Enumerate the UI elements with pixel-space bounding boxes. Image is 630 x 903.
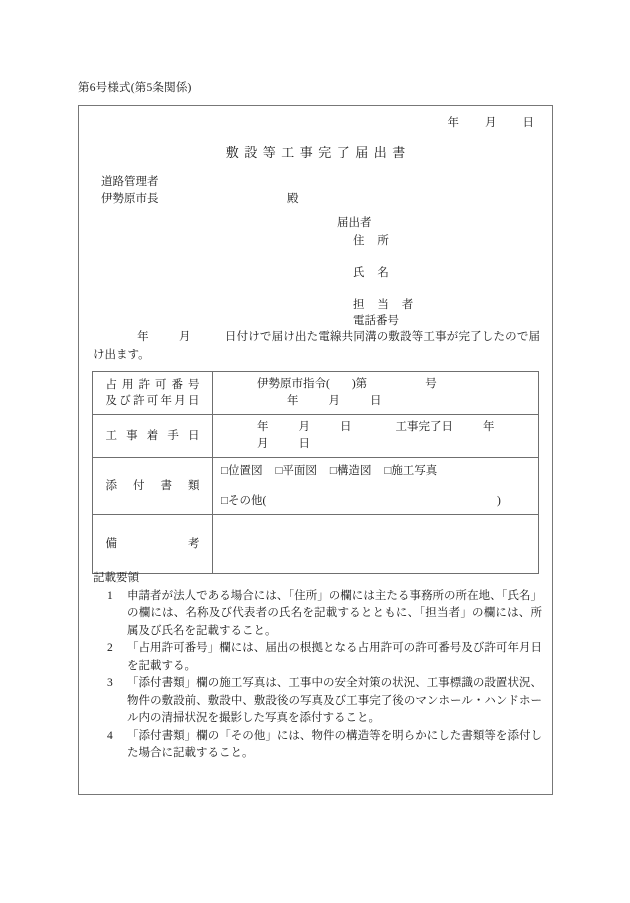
instruction-text: 申請者が法人である場合には、「住所」の欄には主たる事務所の所在地、「氏名」の欄には、名称及び代表者の氏名を記載するとともに、「担当者」の欄には、所属及び氏名を記載すること。 xyxy=(127,589,542,637)
work-end-label: 工事完了日 xyxy=(395,421,453,433)
permit-number-line xyxy=(221,376,530,393)
submission-date-line xyxy=(448,114,535,130)
attachment-checkbox-row xyxy=(221,463,530,480)
permit-mid: )第 xyxy=(351,378,368,390)
work-start-day: 日 xyxy=(340,421,352,433)
checkbox-label-other: その他( xyxy=(227,495,267,507)
recipient-block xyxy=(101,174,299,208)
details-table xyxy=(92,371,539,574)
permit-number-label-cell xyxy=(93,372,213,415)
checkbox-label: 平面図 xyxy=(282,465,317,477)
checkbox-icon: □ xyxy=(384,465,392,477)
work-dates-line xyxy=(221,419,530,453)
checkbox-icon: □ xyxy=(221,495,228,507)
work-start-label: 工事着手日 xyxy=(105,430,200,442)
instruction-number: 4 xyxy=(107,729,113,742)
checkbox-item-structural-drawing[interactable] xyxy=(330,465,371,477)
attachment-other-row[interactable] xyxy=(221,493,530,510)
submitter-contact-label: 担 当 者 xyxy=(353,299,419,311)
recipient-honorific: 殿 xyxy=(287,193,299,205)
permit-year: 年 xyxy=(287,395,299,407)
document-title: 敷設等工事完了届出書 xyxy=(225,145,411,160)
instruction-number: 1 xyxy=(107,589,113,602)
attachments-label: 添付書類 xyxy=(105,480,200,492)
submitter-address-label: 住 所 xyxy=(353,235,394,247)
form-number-label: 第6号様式(第5条関係) xyxy=(78,82,192,94)
permit-suffix: 号 xyxy=(425,378,437,390)
checkbox-label: 位置図 xyxy=(227,465,263,477)
work-start-month: 月 xyxy=(298,421,310,433)
work-start-label-cell xyxy=(93,415,213,458)
work-dates-value-cell[interactable] xyxy=(213,415,539,458)
recipient-name-row xyxy=(101,191,299,208)
work-end-day: 日 xyxy=(298,438,310,450)
recipient-name: 伊勢原市長 xyxy=(101,193,159,205)
work-end-month: 月 xyxy=(257,438,269,450)
recipient-role: 道路管理者 xyxy=(101,176,159,188)
checkbox-label: 施工写真 xyxy=(391,465,438,477)
remarks-label: 備考 xyxy=(105,538,200,550)
checkbox-label: 構造図 xyxy=(336,465,372,477)
table-row xyxy=(93,372,539,415)
body-text: 日付けで届け出た電線共同溝の敷設等工事が完了したので届け出ます。 xyxy=(93,331,541,361)
attachments-label-cell xyxy=(93,458,213,515)
form-frame xyxy=(78,105,553,795)
table-row xyxy=(93,458,539,515)
attachments-value-cell[interactable] xyxy=(213,458,539,515)
remarks-value-cell[interactable] xyxy=(213,515,539,574)
instruction-text: 「占用許可番号」欄には、届出の根拠となる占用許可の許可番号及び許可年月日を記載する。 xyxy=(127,642,542,672)
checkbox-item-location-map[interactable] xyxy=(221,465,262,477)
instruction-item-3 xyxy=(93,675,542,728)
instruction-number: 2 xyxy=(107,642,113,654)
permit-month: 月 xyxy=(328,395,340,407)
remarks-label-cell xyxy=(93,515,213,574)
work-start-year: 年 xyxy=(257,421,269,433)
checkbox-item-construction-photos[interactable] xyxy=(384,465,437,477)
submission-date-day: 日 xyxy=(522,117,534,129)
instruction-item-1 xyxy=(93,588,542,641)
submission-date-month: 月 xyxy=(485,117,497,129)
permit-date-line xyxy=(221,393,530,410)
work-end-year: 年 xyxy=(483,421,495,433)
submission-date-year: 年 xyxy=(447,117,459,129)
checkbox-icon: □ xyxy=(329,465,337,477)
instruction-number: 3 xyxy=(107,677,113,689)
instruction-text: 「添付書類」欄の「その他」には、物件の構造等を明らかにした書類等を添付した場合に記載すること。 xyxy=(127,729,542,759)
table-row xyxy=(93,415,539,458)
submitter-phone-label: 電話番号 xyxy=(353,315,399,327)
submitter-name-label: 氏 名 xyxy=(353,267,394,279)
checkbox-icon: □ xyxy=(275,465,283,477)
instructions-title: 記載要領 xyxy=(93,572,139,584)
instruction-text: 「添付書類」欄の施工写真は、工事中の安全対策の状況、工事標識の設置状況、物件の敷設前、敷設中、敷設後の写真及び工事完了後のマンホール・ハンドホール内の清掃状況を撮影した写真を添付すること。 xyxy=(127,677,542,724)
checkbox-icon: □ xyxy=(221,465,228,477)
instruction-item-2 xyxy=(93,640,542,675)
other-close-paren: ) xyxy=(497,495,501,507)
permit-number-value-cell[interactable] xyxy=(213,372,539,415)
submitter-block xyxy=(337,214,418,328)
submitter-heading: 届出者 xyxy=(337,217,372,229)
permit-number-label-line1: 占用許可番号 xyxy=(105,379,200,391)
permit-prefix: 伊勢原市指令( xyxy=(257,378,330,390)
body-month: 月 xyxy=(178,331,191,343)
instructions-section xyxy=(93,570,542,763)
body-year: 年 xyxy=(137,331,149,343)
permit-number-label-line2: 及び許可年月日 xyxy=(105,395,200,407)
body-paragraph xyxy=(93,328,540,364)
table-row xyxy=(93,515,539,574)
instruction-item-4 xyxy=(93,728,542,763)
checkbox-item-plan-view[interactable] xyxy=(275,465,316,477)
permit-day: 日 xyxy=(370,395,382,407)
